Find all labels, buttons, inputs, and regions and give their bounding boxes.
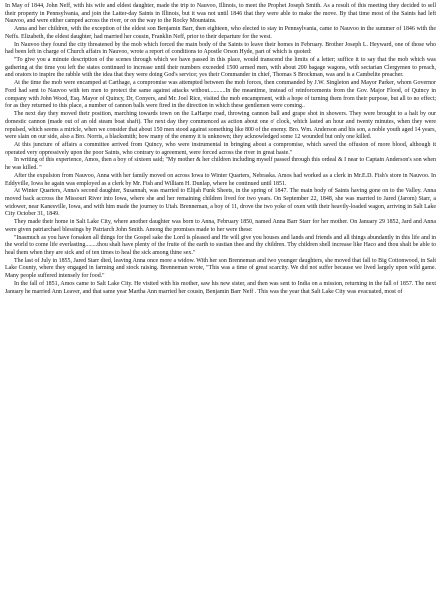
quote-paragraph-1: "To give you a minute description of the scenes through which we have passed in this place, would transcend the limits of a letter; suffice it to say that the mob which was gathering at the time you left the states continued to increase until their numbers exceeded 1500 armed men, with about 200 bagage wagons, with sectarian Clergymen to preach, and orators to inspire the rabble with the idea that they were doing God's service; yes their Commander in chief, Thomas S Brockman, was and is a Cambelite preacher. xyxy=(5,57,436,79)
paragraph-amos-account: In writing of this experience, Amos, then a boy of sixteen said; "My mother & her children including myself passed through this ordeal & I near to Captain Anderson's son when he was killed. " xyxy=(5,157,436,172)
paragraph-3: In Nauvoo they found the city threatened by the mob which forced the main body of the Saints to leave their homes in February. Brother Joseph L. Heyward, one of those who had been left in charge of Church affairs in Nauvoo, wrote a report of conditions to Apostle Orson Hyde, part of which is quoted: xyxy=(5,41,436,56)
paragraph-salt-lake: They made their home in Salt Lake City, where another daughter was born to Anna, February 1850, named Anna Barr Starr for her mother. On January 29 1852, Jard and Anna were given patriarchael blessings by Patriarch John Smith. Among the promises made to her were these: xyxy=(5,219,436,233)
blessing-quote: "Inasmuch as you have forsaken all things for the Gospel sake the Lord is pleased and He will give you houses and lands and friends and all things abundantly in this life and in the world to come life everlasting........thou shalt have plenty of the fruite of the earth to sustian thee and thy children. Thy children shell increase like Haco and thou shalt be able to heal them when they are sick and of ten times to heal the sick among thine sex." xyxy=(5,234,436,256)
paragraph-winter-quarters: After the expulsion from Nauvoo, Anna with her family moved on across Iowa to Winter Quarters, Nebraska. Amos had worked as a clerk in Mr.E.D. Fish's store in Nauvoo. In Eddyville, Iowa he again was employed as a clerk by Mr. Fish and William H. Dunlap, where he continued until 1851. xyxy=(5,172,436,187)
paragraph-mission: In the fall of 1851, Amos came to Salt Lake City. He visited with his mother, saw his new sister, and then was sent to India on a mission, returning in the fall of 1857. The next January he married Ann Leaver, and that same year Martha Ann married her cousin, Benjamin Barr Neff . This was the year that Salt Lake City was evacuated, most of xyxy=(5,280,436,295)
paragraph-1: In May of 1844, John Neff, with his wife and eldest daughter, made the trip to Nauvoo, Illinois, to meet the Prophet Joseph Smith. As a result of this meeting they decided to sell their property in Pennsylvania, and join the Latter-day Saints in Illinois, but it was not until 1846 that they were able to make the move. By that time most of the Saints had left Nauvoo, and were either camped across the river, or on the way to the Rocky Mountains. xyxy=(5,3,436,25)
quote-paragraph-3: The next day they moved their position, marching towards town on the LaHarpe road, throwing cannon ball and grape shot in showers. They were brought to a halt by our domestic cannon (made out of an old steam boat shaft). The next day they commenced as action about one o' clock, which lasted an hour and twenty minutes, when they were repulsed, which seems a miricle, when we consider that about 150 men stood against something like 800 of the enemy. Bro. Wm. Anderson and his son, a noble youth aged 14 years, were slain on our side, also a Bro. Norris, a blacksmith; how many of the enemy it is unknown; they acknowledged some 12 wounded but only one killed. xyxy=(5,111,436,141)
quote-paragraph-2: At the time the mob were encamped at Carthage, a compromise was attempted between the mob forces, then commanded by J.W. Singleton and Mayor Parker, whom Governor Ford had sent to Nauvoo with ten men to protect the same against attacks without...........In the meantime, instead of reinforcements from the Gov. Major Flood, of Quincy in company with John Wood, Esq. Mayor of Quincy, Dr, Conyers, and Mr. Joel Rice, visited the mob encampment, with a hope of turning them from their purpose, but all to no effect; for as they returned to this place, a number of cannon balls were fired in the direction in which these gentlemen were coming.. xyxy=(5,80,436,110)
paragraph-2: Anna and her children, with the exception of the eldest son Benjamin Barr, then eighteen, who elected to stay in Pennsylvania, came to Nauvoo in the summer of 1846 with the Neffs. Elizabeth, the eldest daughter, had married her cousin, Franklin Neff, prior to their departure for the west. xyxy=(5,26,436,40)
paragraph-marriage: At Winter Quarters, Anna's second daughter, Susannah, was married to Elijah Funk Sheets, in the spring of 1847. The main body of Saints having gone on to the Valley. Anna moved back accross the Missouri River into Iowa, where she and her remaining children lived for two years. On September 22, 1848, she was married to Jared (Jarom) Starr, a widower, near Kanesville, Iowa, and with him made the journey to Utah. Brenneman, a boy of 11, drove the two yoke of oxen with their heavily-loaded wagon, arriving in Salt Lake City October 31, 1849. xyxy=(5,188,436,218)
paragraph-widow: The last of July in 1855, Jared Starr died, leaving Anna once more a widow. With her son Brenneman and two younger daughters, she moved that fall to Big Cottonwood, in Salt Lake County, where they engaged in farming and stock raising. Brenneman wrote, "This was a time of great scarcity. We did not suffer because we lived largely upon wild game. Many people suffered intensely for food." xyxy=(5,257,436,280)
quote-paragraph-4: At this juncture of affairs a committee arrived from Quincy, who were instrumental in bringing about a compromise, which saved the offusion of more blood, although it operated very oppressively upon the poor Saints, who contrary to agreement, were forced across the river in great haste." xyxy=(5,141,436,156)
